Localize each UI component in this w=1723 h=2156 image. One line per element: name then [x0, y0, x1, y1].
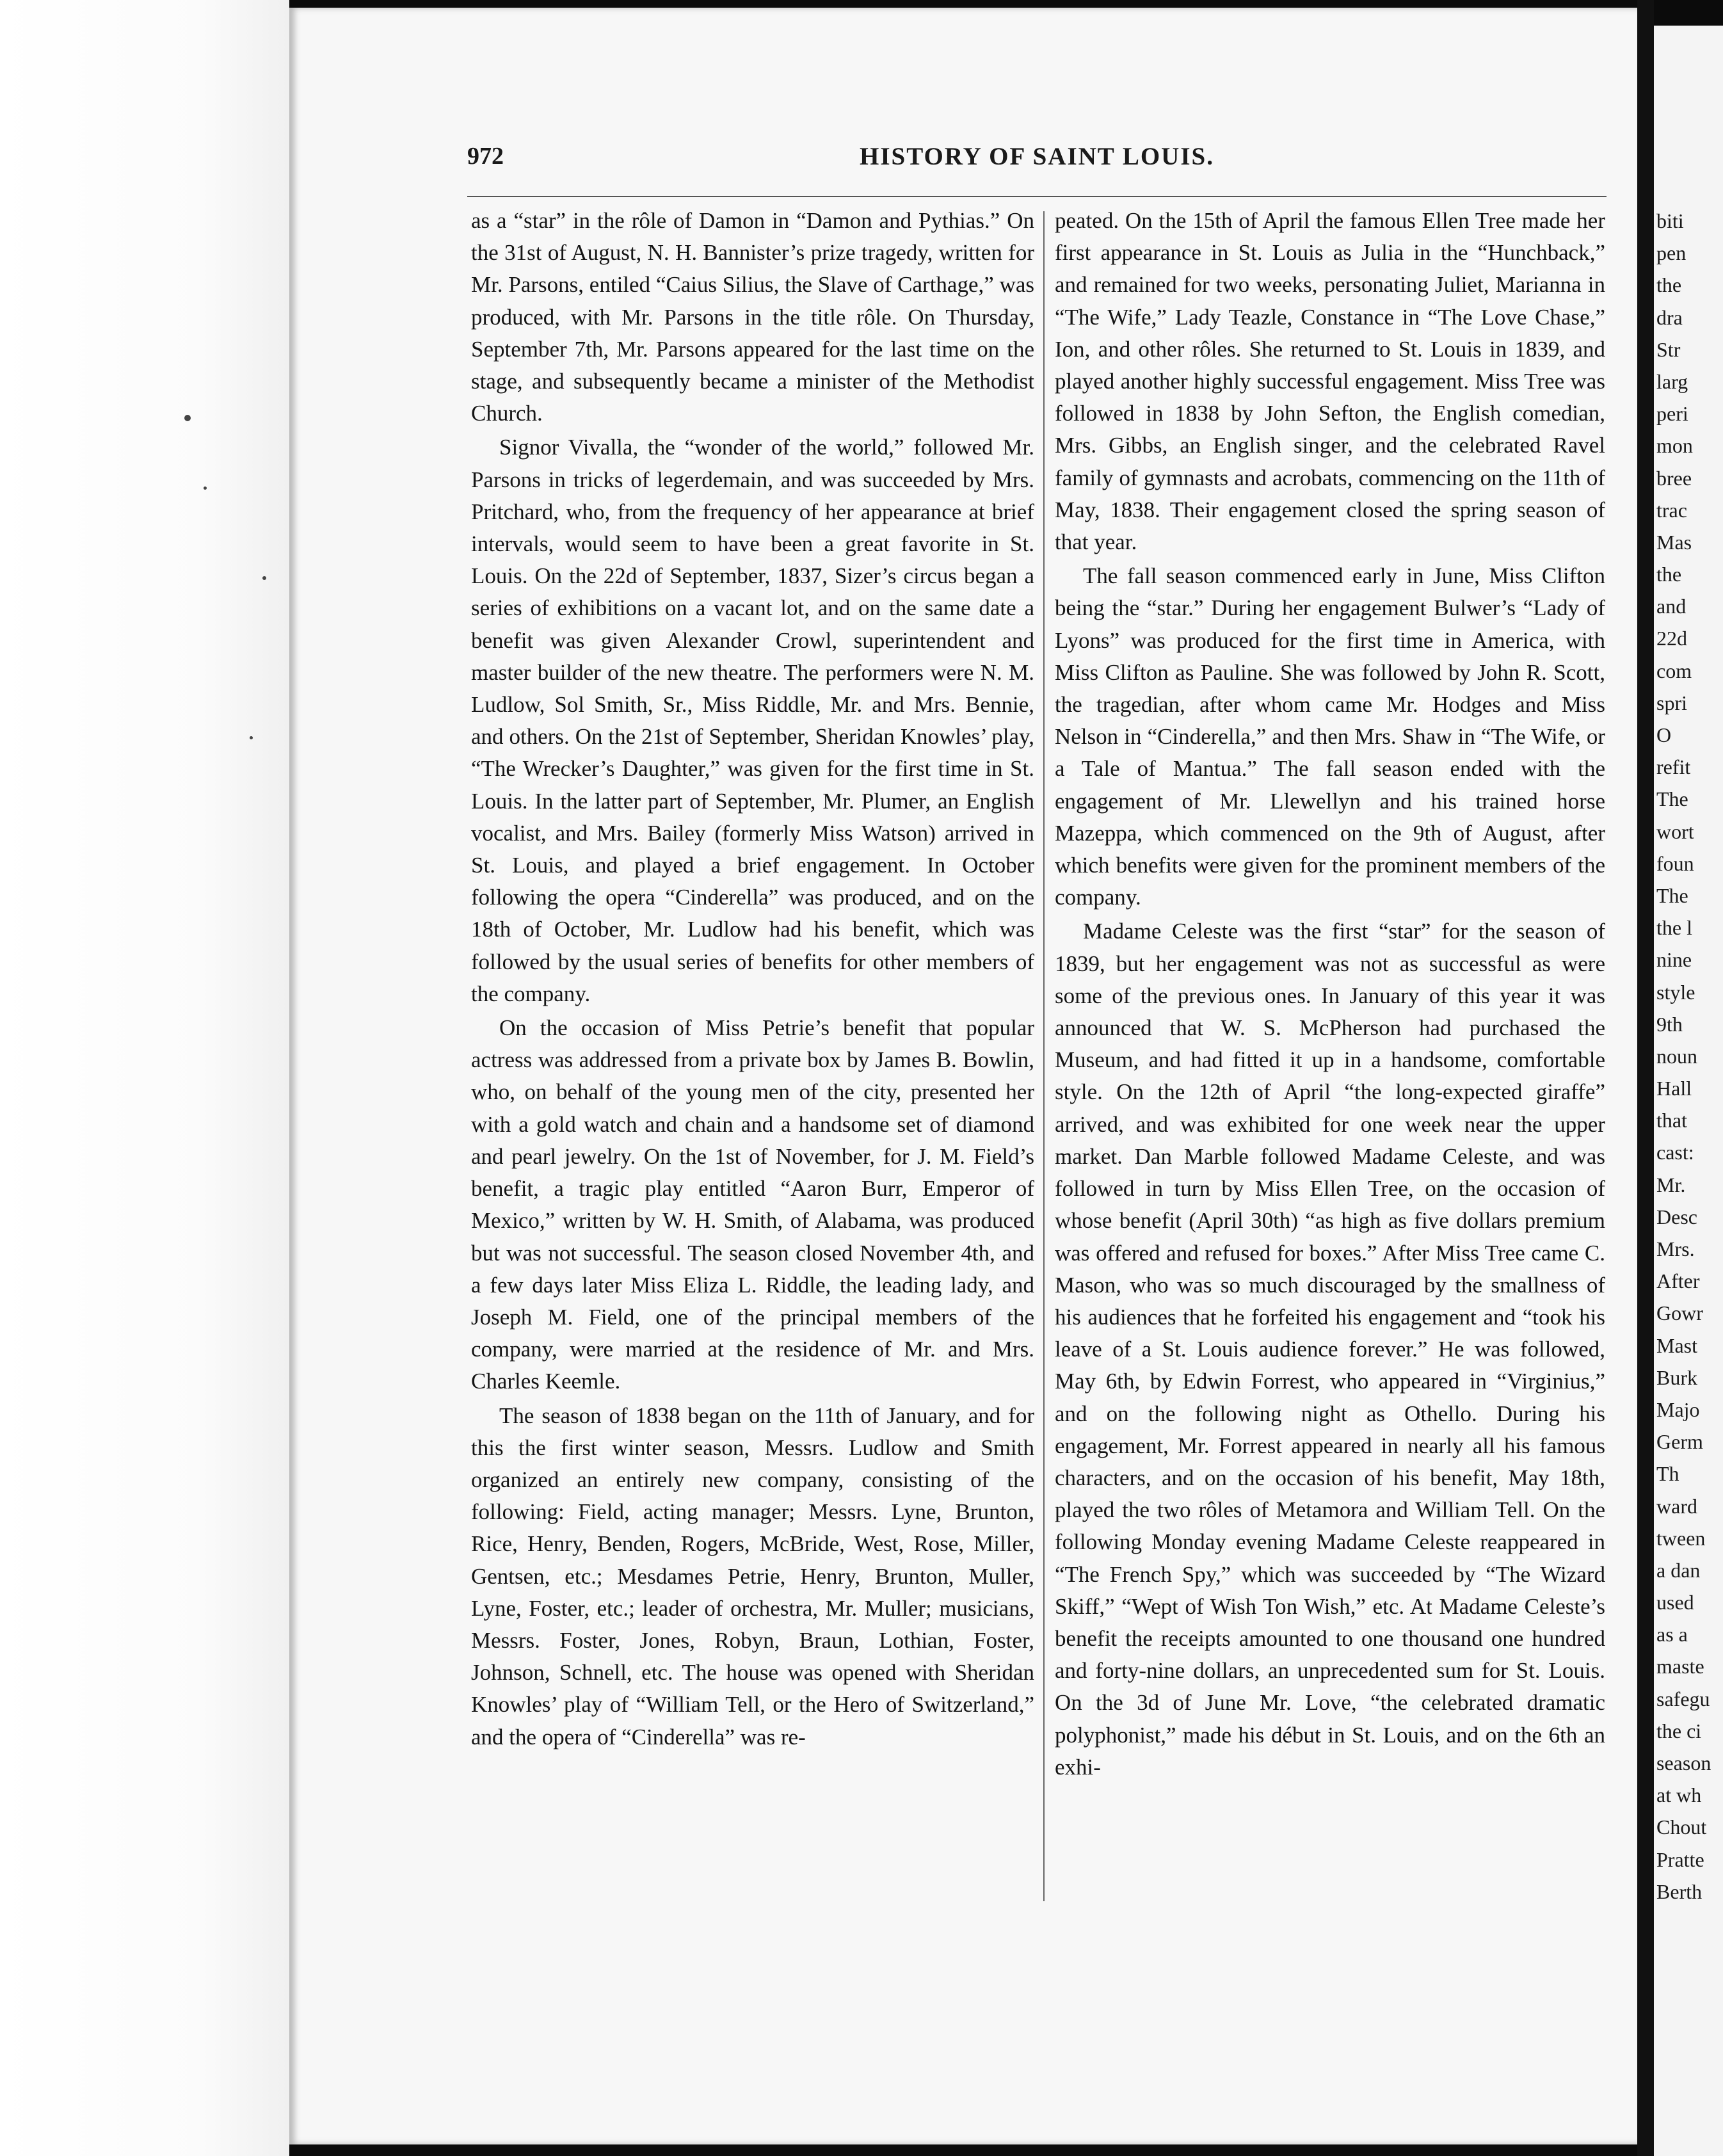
adjacent-page-fragment: Mast: [1656, 1333, 1697, 1357]
left-column: [471, 205, 1034, 1755]
adjacent-page-fragment: Germ: [1656, 1430, 1703, 1454]
adjacent-page-fragment: Mrs.: [1656, 1237, 1695, 1260]
right-column: [1055, 205, 1605, 1785]
adjacent-page-fragment: noun: [1656, 1044, 1697, 1068]
running-head: HISTORY OF SAINT LOUIS.: [860, 143, 1214, 170]
adjacent-page-fragment: foun: [1656, 851, 1694, 875]
adjacent-page-fragment: After: [1656, 1269, 1700, 1293]
adjacent-page-fragment: the: [1656, 273, 1682, 297]
adjacent-page-fragment: The: [1656, 883, 1688, 907]
book-gutter: [1637, 0, 1654, 2156]
adjacent-page-fragment: used: [1656, 1591, 1694, 1614]
adjacent-page-fragment: Majo: [1656, 1397, 1700, 1421]
paragraph: The season of 1838 began on the 11th of January, and for this the first winter season, Messrs. Ludlow and Smith organized an entirely new company, consisting of the following: Field, acting manager; Messrs. Lyne, Brunton, Rice, Henry, Benden, Rogers, McBride, West, Rose, Miller, Gentsen, etc.; Mesdames Petrie, Henry, Brunton, Muller, Lyne, Foster, etc.; leader of orchestra, Mr. Muller; musicians, Messrs. Foster, Jones, Robyn, Braun, Lothian, Foster, Johnson, Schnell, etc. The house was opened with Sheridan Knowles’ play of “William Tell, or the Hero of Switzerland,” and the opera of “Cinderella” was re-: [471, 1403, 1034, 1750]
adjacent-page-fragment: ward: [1656, 1494, 1697, 1518]
column-divider: [1043, 211, 1045, 1901]
adjacent-page-fragment: O: [1656, 723, 1672, 746]
adjacent-page-fragment: Mr.: [1656, 1173, 1686, 1196]
adjacent-page-fragment: as a: [1656, 1623, 1688, 1646]
adjacent-page-fragment: refit: [1656, 755, 1691, 779]
adjacent-page-fragment: cast:: [1656, 1141, 1694, 1164]
adjacent-page-fragment: at wh: [1656, 1783, 1702, 1807]
adjacent-page-fragment: Mas: [1656, 530, 1692, 554]
adjacent-page-fragment: the: [1656, 563, 1682, 586]
scan-speck: [250, 736, 253, 739]
scan-left-margin: [0, 0, 289, 2156]
adjacent-page-fragment: Desc: [1656, 1205, 1697, 1228]
adjacent-page-fragment: 22d: [1656, 627, 1687, 650]
adjacent-page-fragment: trac: [1656, 498, 1687, 522]
adjacent-page-fragment: tween: [1656, 1526, 1706, 1550]
scan-speck: [184, 415, 191, 421]
adjacent-page-fragment: 9th: [1656, 1012, 1683, 1036]
adjacent-page-fragment: com: [1656, 659, 1692, 682]
adjacent-page-fragment: and: [1656, 595, 1687, 618]
adjacent-page-fragment: the l: [1656, 916, 1692, 940]
paragraph: as a “star” in the rôle of Damon in “Damon and Pythias.” On the 31st of August, N. H. Bannister’s prize tragedy, written for Mr. Parsons, entiled “Caius Silius, the Slave of Carthage,” was produced, with Mr. Parsons in the title rôle. On Thursday, September 7th, Mr. Parsons appeared for the last time on the stage, and subsequently became a minister of the Methodist Church.: [471, 208, 1034, 426]
page-header: [467, 142, 1607, 187]
paragraph: peated. On the 15th of April the famous Ellen Tree made her first appearance in St. Louis as Julia in the “Hunchback,” and remained for two weeks, personating Juliet, Marianna in “The Wife,” Lady Teazle, Constance in “The Love Chase,” Ion, and other rôles. She returned to St. Louis in 1839, and played another highly successful engagement. Miss Tree was followed in 1838 by John Sefton, the English comedian, Mrs. Gibbs, an English singer, and the celebrated Ravel family of gymnasts and acrobats, commencing on the 11th of May, 1838. Their engagement closed the spring season of that year.: [1055, 208, 1605, 555]
adjacent-page-fragment: peri: [1656, 402, 1688, 426]
adjacent-page-fragment: dra: [1656, 305, 1683, 329]
paragraph: On the occasion of Miss Petrie’s benefit that popular actress was addressed from a private box by James B. Bowlin, who, on behalf of the young men of the city, presented her with a gold watch and chain and a handsome set of diamond and pearl jewelry. On the 1st of November, for J. M. Field’s benefit, a tragic play entitled “Aaron Burr, Emperor of Mexico,” written by W. H. Smith, of Alabama, was produced but was not successful. The season closed November 4th, and a few days later Miss Eliza L. Riddle, the leading lady, and Joseph M. Field, one of the principal members of the company, were married at the residence of Mr. and Mrs. Charles Keemle.: [471, 1015, 1034, 1394]
adjacent-page-fragment: Berth: [1656, 1879, 1703, 1903]
adjacent-page-fragment: Burk: [1656, 1365, 1697, 1389]
scan-speck: [262, 576, 266, 580]
adjacent-page-fragment: safegu: [1656, 1687, 1710, 1710]
adjacent-page-text: [1656, 205, 1723, 1908]
adjacent-page-fragment: spri: [1656, 691, 1687, 714]
paragraph: Madame Celeste was the first “star” for the season of 1839, but her engagement was not as successful as were some of the previous ones. In January of this year it was announced that W. S. McPherson had purchased the Museum, and had fitted it up in a handsome, comfortable style. On the 12th of April “the long-expected giraffe” arrived, and was exhibited for one week near the upper market. Dan Marble followed Madame Celeste, and was followed in turn by Miss Ellen Tree, on the occasion of whose benefit (April 30th) “as high as five dollars premium was offered and refused for boxes.” After Miss Tree came C. Mason, who was so much discouraged by the smallness of his audiences that he forfeited his engagement and “took his leave of a St. Louis audience forever.” He was followed, May 6th, by Edwin Forrest, who appeared in “Virginius,” and on the following night as Othello. During his engagement, Mr. Forrest appeared in nearly all his famous characters, and on the occasion of his benefit, May 18th, played the two rôles of Metamora and William Tell. On the following Monday evening Madame Celeste reappeared in “The French Spy,” which was succeeded by “The Wizard Skiff,” “Wept of Wish Ton Wish,” etc. At Madame Celeste’s benefit the receipts amounted to one thousand one hundred and forty-nine dollars, an unprecedented sum for St. Louis. On the 3d of June Mr. Love, “the celebrated dramatic polyphonist,” made his début in St. Louis, and on the 6th an exhi-: [1055, 919, 1605, 1780]
adjacent-page-fragment: nine: [1656, 948, 1692, 972]
adjacent-page-fragment: Th: [1656, 1462, 1679, 1486]
adjacent-page-fragment: The: [1656, 787, 1688, 811]
adjacent-page-fragment: that: [1656, 1109, 1687, 1132]
adjacent-page-fragment: bree: [1656, 466, 1692, 490]
adjacent-page-fragment: maste: [1656, 1655, 1704, 1678]
adjacent-page-fragment: Hall: [1656, 1077, 1692, 1100]
adjacent-page-fragment: a dan: [1656, 1558, 1701, 1582]
adjacent-page-fragment: Gowr: [1656, 1301, 1703, 1325]
header-rule: [467, 196, 1607, 197]
paragraph: Signor Vivalla, the “wonder of the world,” followed Mr. Parsons in tricks of legerdemain, and was succeeded by Mrs. Pritchard, who, from the frequency of her appearance at brief intervals, would seem to have been a great favorite in St. Louis. On the 22d of September, 1837, Sizer’s circus began a series of exhibitions on a vacant lot, and on the same date a benefit was given Alexander Crowl, superintendent and master builder of the new theatre. The performers were N. M. Ludlow, Sol Smith, Sr., Miss Riddle, Mr. and Mrs. Bennie, and others. On the 21st of September, Sheridan Knowles’ play, “The Wrecker’s Daughter,” was given for the first time in St. Louis. In the latter part of September, Mr. Plumer, an English vocalist, and Mrs. Bailey (formerly Miss Watson) arrived in St. Louis, and played a brief engagement. In October following the opera “Cinderella” was produced, and on the 18th of October, Mr. Ludlow had his benefit, which was followed by the usual series of benefits for other members of the company.: [471, 435, 1034, 1006]
adjacent-page-fragment: biti: [1656, 209, 1684, 232]
adjacent-page-fragment: Str: [1656, 337, 1681, 361]
scan-speck: [204, 487, 207, 490]
adjacent-page-fragment: Pratte: [1656, 1847, 1704, 1871]
paragraph: The fall season commenced early in June, Miss Clifton being the “star.” During her engagement Bulwer’s “Lady of Lyons” was produced for the first time in America, with Miss Clifton as Pauline. She was followed by John R. Scott, the tragedian, after whom came Mr. Hodges and Miss Nelson in “Cinderella,” and then Mrs. Shaw in “The Wife, or a Tale of Mantua.” The fall season ended with the engagement of Mr. Llewellyn and his trained horse Mazeppa, which commenced on the 9th of August, after which benefits were given for the prominent members of the company.: [1055, 563, 1605, 910]
adjacent-page-fragment: style: [1656, 980, 1695, 1004]
adjacent-page-fragment: wort: [1656, 819, 1694, 843]
adjacent-page-fragment: season: [1656, 1751, 1711, 1774]
adjacent-page-fragment: Chout: [1656, 1815, 1707, 1839]
adjacent-page-fragment: mon: [1656, 434, 1693, 458]
page-number: 972: [467, 143, 504, 170]
adjacent-page-fragment: larg: [1656, 369, 1688, 393]
adjacent-page-fragment: the ci: [1656, 1719, 1702, 1742]
adjacent-page-fragment: pen: [1656, 241, 1687, 265]
